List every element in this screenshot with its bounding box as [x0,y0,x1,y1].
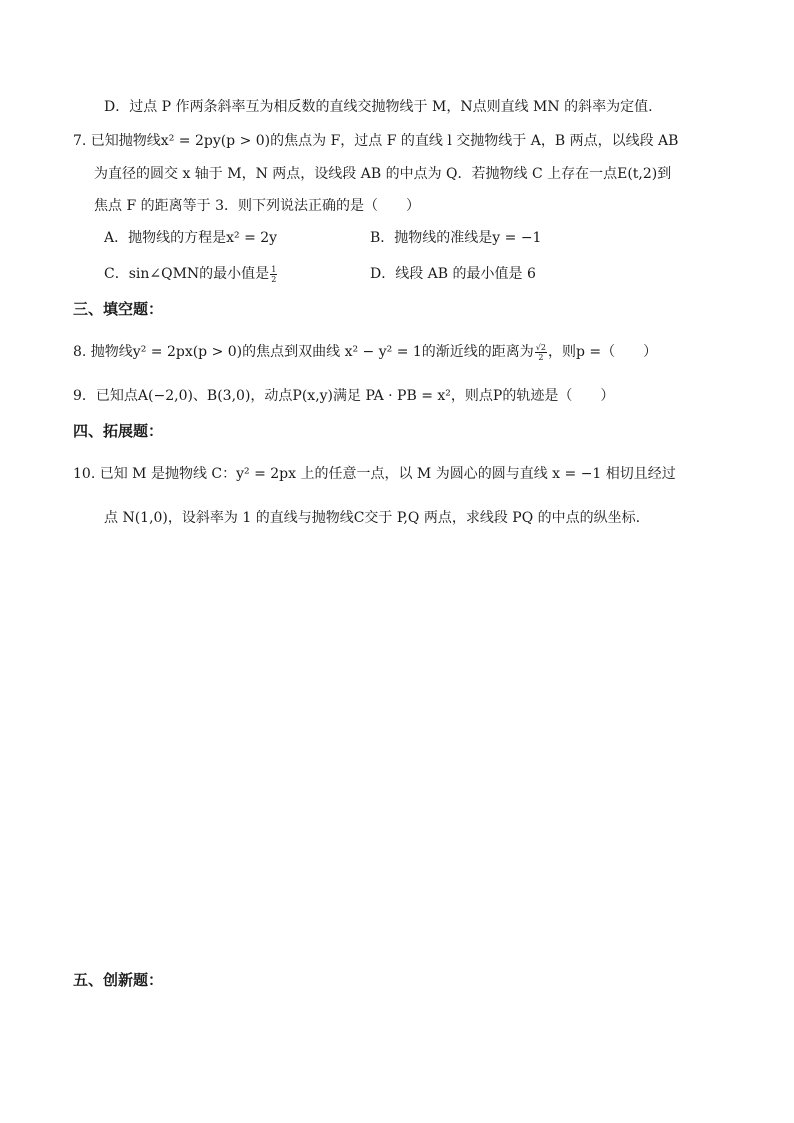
section-heading-innovation: 五、创新题： [73,971,164,989]
question-7-option-a: A．抛物线的方程是x² = 2y [104,230,278,246]
question-7-line-2: 为直径的圆交 x 轴于 M，N 两点，设线段 AB 的中点为 Q．若抛物线 C 上存在一点E(t,2)到 [94,166,672,182]
question-8-text: 8. 抛物线y² = 2px(p > 0)的焦点到双曲线 x² − y² = 1的渐近线的距离为 [73,344,534,360]
fraction-one-half: $\frac{1}{2}$ [271,264,277,284]
question-8-tail: ，则p =（ ） [547,344,658,360]
question-10-line-2: 点 N(1,0)，设斜率为 1 的直线与抛物线C交于 P,Q 两点，求线段 PQ 的中点的纵坐标. [104,510,641,526]
question-7-line-3: 焦点 F 的距离等于 3．则下列说法正确的是（ ） [94,198,420,214]
option-c-text: C．sin∠QMN的最小值是 [104,266,270,282]
question-7-option-c [104,264,278,284]
section-heading-fill-in: 三、填空题： [73,300,164,318]
question-8 [73,342,657,362]
fraction-root2-over-2: $\frac{√2}{2}$ [535,342,546,362]
question-7-option-b: B．抛物线的准线是y = −1 [370,230,542,246]
question-9: 9．已知点A(−2,0)、B(3,0)，动点P(x,y)满足 PA · PB = x²，则点P的轨迹是（ ） [73,388,615,404]
section-heading-extension: 四、拓展题： [73,422,164,440]
question-10-line-1: 10. 已知 M 是抛物线 C：y² = 2px 上的任意一点，以 M 为圆心的圆与直线 x = −1 相切且经过 [73,466,676,482]
question-7-line-1: 7. 已知抛物线x² = 2py(p > 0)的焦点为 F，过点 F 的直线 l 交抛物线于 A，B 两点，以线段 AB [73,133,679,149]
question-7-option-d: D．线段 AB 的最小值是 6 [370,266,536,282]
question-6-option-d: D．过点 P 作两条斜率互为相反数的直线交抛物线于 M，N点则直线 MN 的斜率为定值. [104,99,653,115]
